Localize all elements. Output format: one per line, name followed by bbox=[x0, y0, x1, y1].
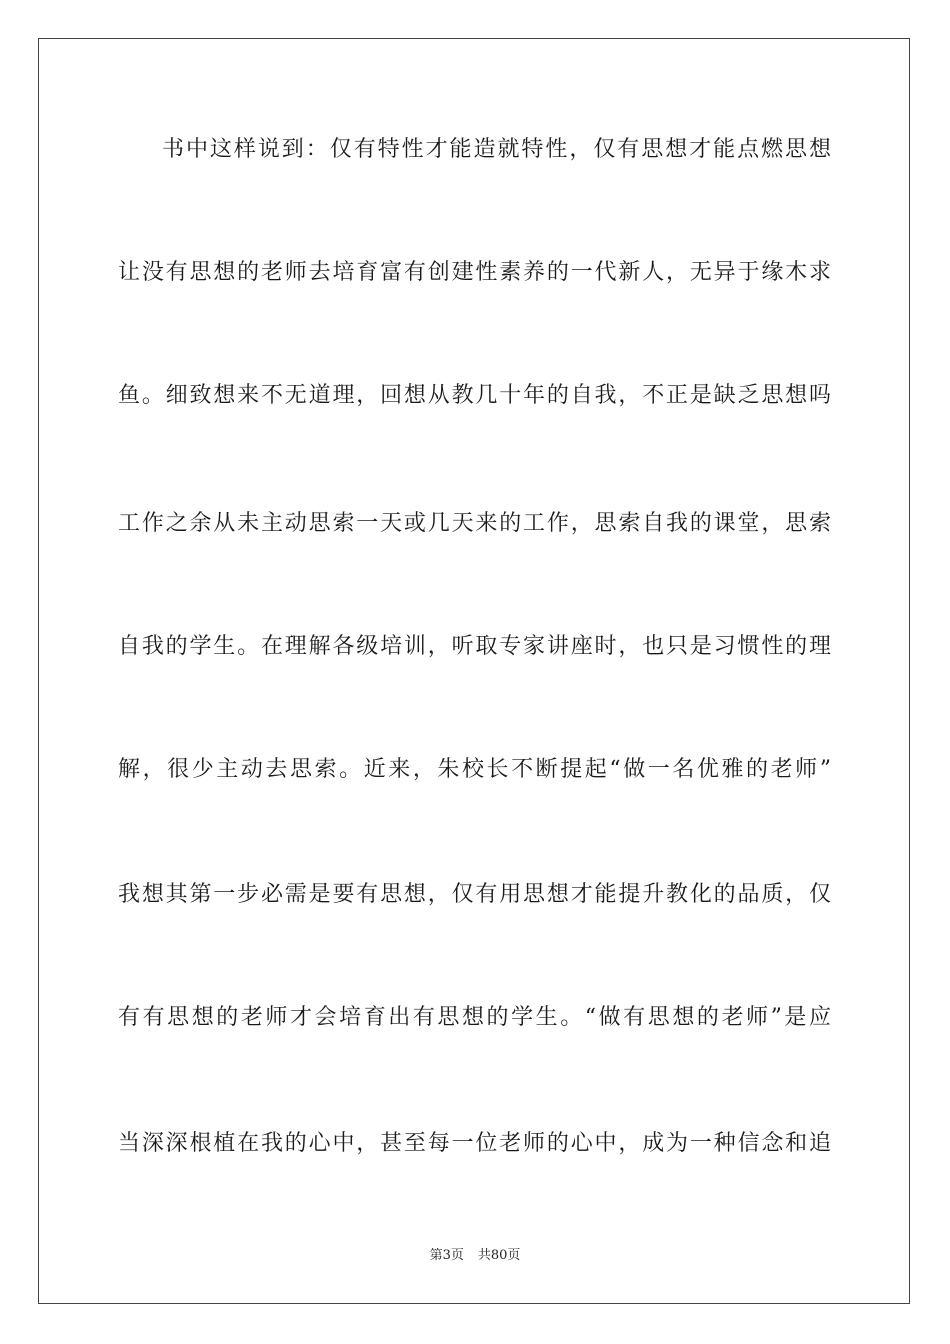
page-total: 共80页 bbox=[477, 1248, 521, 1263]
paragraph-line-3: 鱼。细致想来不无道理，回想从教几十年的自我，不正是缺乏思想吗 bbox=[118, 383, 832, 408]
paragraph-line-8: 有有思想的老师才会培育出有思想的学生。“做有思想的老师”是应 bbox=[118, 1005, 832, 1030]
paragraph-line-1: 书中这样说到：仅有特性才能造就特性，仅有思想才能点燃思想 bbox=[162, 137, 832, 162]
paragraph-line-9: 当深深根植在我的心中，甚至每一位老师的心中，成为一种信念和追 bbox=[118, 1131, 832, 1156]
page-number: 第3页 bbox=[429, 1248, 464, 1263]
page-footer bbox=[0, 1247, 950, 1265]
paragraph-line-5: 自我的学生。在理解各级培训，听取专家讲座时，也只是习惯性的理 bbox=[118, 634, 832, 659]
page-border bbox=[38, 38, 910, 1304]
paragraph-line-2: 让没有思想的老师去培育富有创建性素养的一代新人，无异于缘木求 bbox=[118, 260, 832, 285]
paragraph-line-7: 我想其第一步必需是要有思想，仅有用思想才能提升教化的品质，仅 bbox=[118, 882, 832, 907]
paragraph-line-4: 工作之余从未主动思索一天或几天来的工作，思索自我的课堂，思索 bbox=[118, 511, 832, 536]
paragraph-line-6: 解，很少主动去思索。近来，朱校长不断提起“做一名优雅的老师” bbox=[118, 757, 832, 782]
